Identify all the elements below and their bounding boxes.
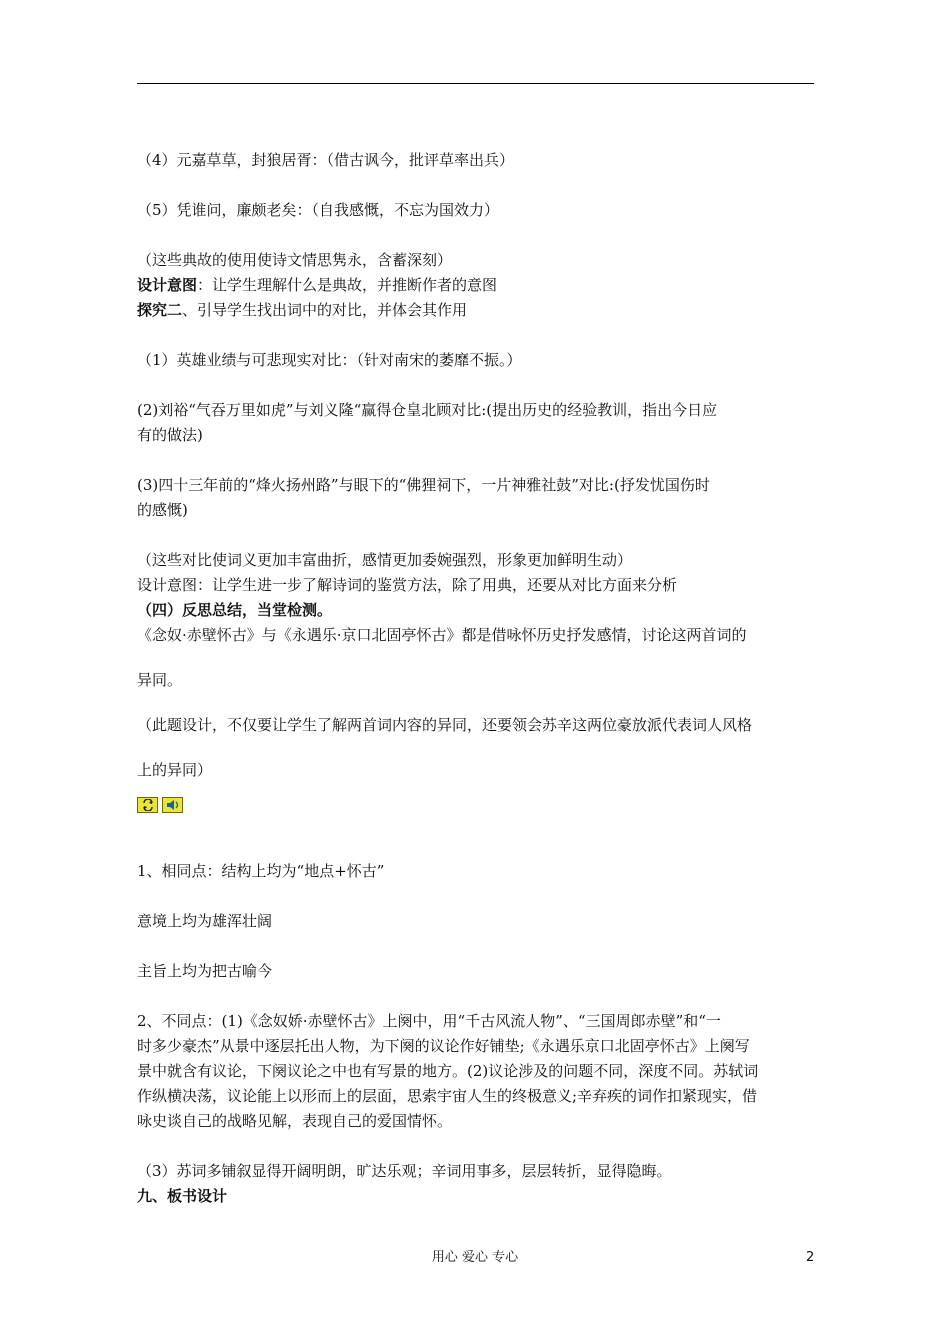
design-intent-1 (137, 274, 814, 296)
design-intent-label: 设计意图 (137, 276, 198, 294)
contrast-item-1: （1）英雄业绩与可悲现实对比：（针对南宋的萎靡不振。） (137, 351, 522, 369)
explore-two-label: 探究二 (137, 301, 183, 319)
similarity-theme: 主旨上均为把古喻今 (137, 962, 273, 980)
allusion-summary: （这些典故的使用使诗文情思隽永，含蓄深刻） (137, 251, 453, 269)
section-heading-board-design: 九、板书设计 (137, 1187, 228, 1205)
difference-line2: 时多少豪杰”从景中逐层托出人物，为下阕的议论作好铺垫;《永遇乐京口北固亭怀古》上阕写 (137, 1037, 750, 1055)
similarity-mood: 意境上均为雄浑壮阔 (137, 912, 273, 930)
section-heading-reflect: （四）反思总结，当堂检测。 (137, 601, 333, 619)
contrast-item-3-line1: (3)四十三年前的“烽火扬州路”与眼下的“佛狸祠下，一片神雅社鼓”对比:(抒发忧国伤时 (137, 476, 710, 494)
design-note-line2: 上的异同） (137, 761, 213, 779)
allusion-item-5: （5）凭谁问，廉颇老矣：（自我感慨，不忘为国效力） (137, 201, 500, 219)
difference-line3: 景中就含有议论，下阕议论之中也有写景的地方。(2)议论涉及的问题不同，深度不同。苏轼词 (137, 1062, 759, 1080)
design-note-line1: （此题设计，不仅要让学生了解两首词内容的异同，还要领会苏辛这两位豪放派代表词人风格 (137, 716, 753, 734)
page-number: 2 (806, 1250, 815, 1265)
contrast-item-2-line2: 有的做法) (137, 426, 203, 444)
contrast-item-2-line1: (2)刘裕“气吞万里如虎”与刘义隆“赢得仓皇北顾对比:(提出历史的经验教训，指出今日应 (137, 401, 718, 419)
design-intent-text: ：让学生理解什么是典故，并推断作者的意图 (197, 276, 498, 294)
page-footer: 用心 爱心 专心 (431, 1250, 519, 1265)
explore-two (137, 299, 814, 321)
design-intent-2: 设计意图：让学生进一步了解诗词的鉴赏方法，除了用典，还要从对比方面来分析 (137, 576, 678, 594)
allusion-item-4: （4）元嘉草草，封狼居胥：（借古讽今，批评草率出兵） (137, 151, 515, 169)
discussion-question-line2: 异同。 (137, 671, 183, 689)
difference-line1: 2、不同点：(1)《念奴娇·赤壁怀古》上阕中，用“千古风流人物”、“三国周郎赤壁”和“一 (137, 1012, 721, 1030)
similarity-structure: 1、相同点：结构上均为“地点+怀古” (137, 862, 385, 880)
difference-point-3: （3）苏词多铺叙显得开阔明朗，旷达乐观；辛词用事多，层层转折，显得隐晦。 (137, 1162, 672, 1180)
swap-arrows-icon[interactable] (137, 797, 158, 813)
contrast-summary: （这些对比使词义更加丰富曲折，感情更加委婉强烈，形象更加鲜明生动） (137, 551, 633, 569)
header-rule (137, 83, 814, 84)
difference-line4: 作纵横决荡，议论能上以形而上的层面，思索宇宙人生的终极意义;辛弃疾的词作扣紧现实，借 (137, 1087, 758, 1105)
sound-icon[interactable] (162, 797, 183, 813)
contrast-item-3-line2: 的感慨) (137, 501, 188, 519)
answer-icons (137, 797, 183, 813)
discussion-question-line1: 《念奴·赤壁怀古》与《永遇乐·京口北固亭怀古》都是借咏怀历史抒发感情，讨论这两首词的 (137, 626, 747, 644)
explore-two-text: 、引导学生找出词中的对比，并体会其作用 (182, 301, 468, 319)
difference-line5: 咏史谈自己的战略见解，表现自己的爱国情怀。 (137, 1112, 453, 1130)
